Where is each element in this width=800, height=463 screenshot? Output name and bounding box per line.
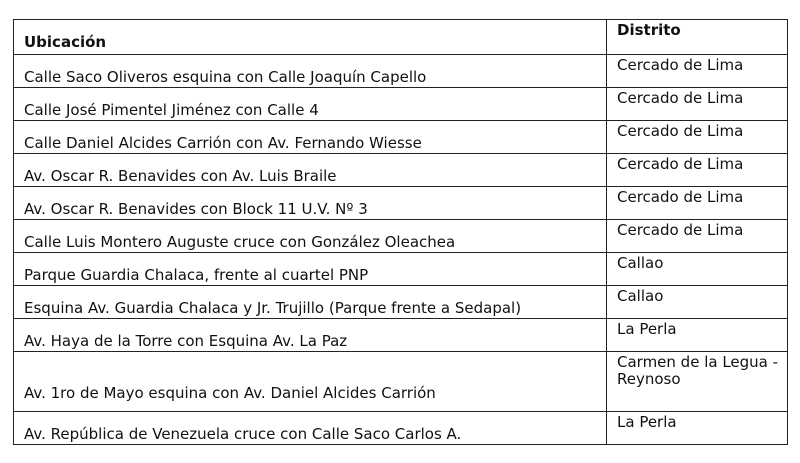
table-body [14,55,788,445]
cell-ubicacion: Av. Haya de la Torre con Esquina Av. La Paz [14,319,607,352]
cell-ubicacion: Av. República de Venezuela cruce con Calle Saco Carlos A. [14,412,607,445]
table-row [14,319,788,352]
cell-distrito: La Perla [607,412,788,445]
cell-ubicacion: Parque Guardia Chalaca, frente al cuartel PNP [14,253,607,286]
cell-ubicacion: Calle Daniel Alcides Carrión con Av. Fernando Wiesse [14,121,607,154]
cell-distrito: Cercado de Lima [607,220,788,253]
table-row [14,253,788,286]
table-row [14,88,788,121]
cell-distrito: Carmen de la Legua - Reynoso [607,352,788,412]
cell-ubicacion: Calle Luis Montero Auguste cruce con González Oleachea [14,220,607,253]
cell-distrito: La Perla [607,319,788,352]
cell-distrito: Cercado de Lima [607,154,788,187]
table-row [14,55,788,88]
cell-distrito: Cercado de Lima [607,121,788,154]
table-row [14,412,788,445]
cell-ubicacion: Calle Saco Oliveros esquina con Calle Joaquín Capello [14,55,607,88]
cell-distrito: Callao [607,253,788,286]
header-ubicacion: Ubicación [14,20,607,55]
cell-ubicacion: Av. Oscar R. Benavides con Av. Luis Braile [14,154,607,187]
table-row [14,220,788,253]
cell-distrito: Cercado de Lima [607,88,788,121]
table-header-row [14,20,788,55]
table-row [14,154,788,187]
cell-ubicacion: Esquina Av. Guardia Chalaca y Jr. Trujillo (Parque frente a Sedapal) [14,286,607,319]
cell-distrito: Cercado de Lima [607,55,788,88]
header-distrito: Distrito [607,20,788,55]
cell-distrito: Cercado de Lima [607,187,788,220]
cell-ubicacion: Av. Oscar R. Benavides con Block 11 U.V. Nº 3 [14,187,607,220]
table-row [14,352,788,412]
table-row [14,286,788,319]
cell-ubicacion: Calle José Pimentel Jiménez con Calle 4 [14,88,607,121]
locations-table [13,19,788,445]
table-row [14,121,788,154]
cell-ubicacion: Av. 1ro de Mayo esquina con Av. Daniel Alcides Carrión [14,352,607,412]
table-row [14,187,788,220]
cell-distrito: Callao [607,286,788,319]
